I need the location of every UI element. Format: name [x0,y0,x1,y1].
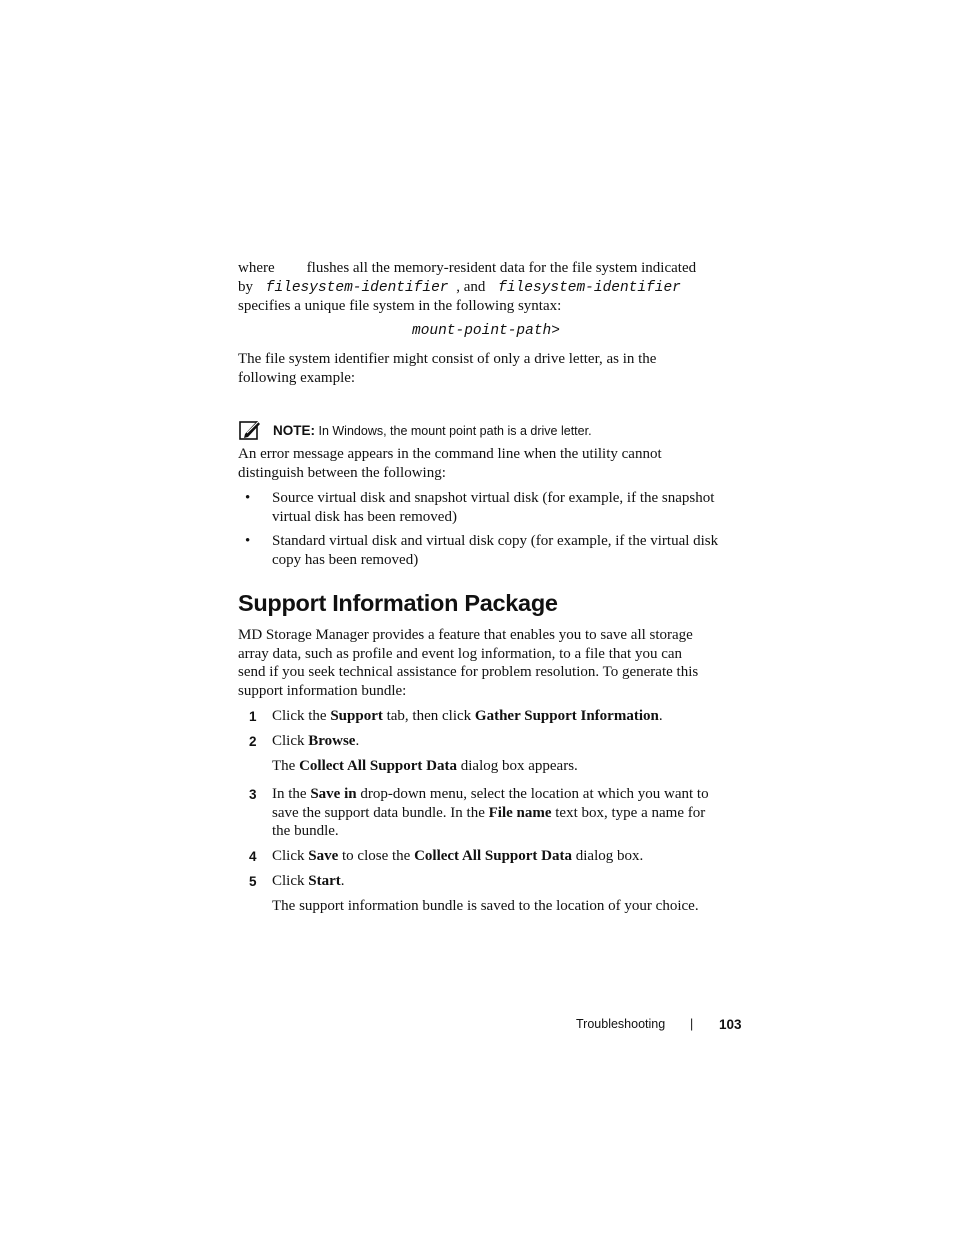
step-1-text: tab, then click [382,708,475,724]
note-pencil-icon [239,418,262,441]
section-heading: Support Information Package [238,590,558,616]
ui-term-start: Start [308,873,341,889]
step-2 [272,732,359,751]
section-paragraph-line-3: send if you seek technical assistance for problem resolution. To generate this [238,664,699,680]
step-3-line-2 [272,804,705,823]
intro-line-1 [238,259,696,278]
step-5-text: Click [272,873,309,889]
intro-where: where [238,260,275,276]
step-2-result [272,757,578,776]
intro-line-1-rest: flushes all the memory-resident data for the file system indicated [306,260,697,276]
step-3-text: In the [272,786,311,802]
bullet-2-line-1: Standard virtual disk and virtual disk copy (for example, if the virtual disk [272,533,719,549]
bullet-1-line-2: virtual disk has been removed) [272,509,457,525]
ui-term-collect-all-support-data: Collect All Support Data [414,848,572,864]
step-3-text: drop-down menu, select the location at which you want to [356,786,709,802]
page-number: 103 [719,1017,742,1032]
step-4 [272,847,643,866]
step-3-text: save the support data bundle. In the [272,805,489,821]
section-paragraph-line-2: array data, such as profile and event log information, to a file that you can [238,646,683,662]
bullet-marker: • [245,490,251,506]
step-4-text: to close the [338,848,415,864]
ui-term-collect-all-support-data: Collect All Support Data [299,758,457,774]
step-4-text: dialog box. [572,848,644,864]
code-filesystem-identifier-2: filesystem-identifier [498,280,681,296]
syntax-line: mount-point-path> [412,323,560,339]
code-filesystem-identifier-1: filesystem-identifier [265,280,449,296]
step-1-text: Click the [272,708,331,724]
step-2-number: 2 [249,734,257,749]
paragraph-2-line-2: following example: [238,370,356,386]
step-5-result: The support information bundle is saved to the location of your choice. [272,898,699,914]
step-1-number: 1 [249,709,257,724]
error-paragraph-line-2: distinguish between the following: [238,465,446,481]
intro-line-3: specifies a unique file system in the following syntax: [238,298,562,314]
step-5 [272,872,345,891]
step-5-text: . [340,873,345,889]
step-2-text: . [355,733,360,749]
ui-term-save-in: Save in [310,786,357,802]
bullet-marker: • [245,533,251,549]
note-label: NOTE: [273,423,315,438]
error-paragraph-line-1: An error message appears in the command line when the utility cannot [238,446,662,462]
note-text: In Windows, the mount point path is a drive letter. [318,424,592,438]
ui-term-gather-support-information: Gather Support Information [474,708,659,724]
section-paragraph-line-4: support information bundle: [238,683,407,699]
section-paragraph-line-1: MD Storage Manager provides a feature that enables you to save all storage [238,627,693,643]
step-1 [272,707,663,726]
step-3-line-3: the bundle. [272,823,339,839]
ui-term-support-tab: Support [330,708,383,724]
step-2-text: Click [272,733,309,749]
step-5-number: 5 [249,874,257,889]
ui-term-save: Save [308,848,339,864]
intro-and: , and [456,279,486,295]
step-3-text: text box, type a name for [551,805,706,821]
paragraph-2-line-1: The file system identifier might consist of only a drive letter, as in the [238,351,657,367]
bullet-2-line-2: copy has been removed) [272,552,419,568]
step-1-text: . [658,708,663,724]
ui-term-browse: Browse [308,733,356,749]
intro-line-2 [238,278,681,298]
footer-separator: | [690,1017,694,1031]
footer-section-name: Troubleshooting [576,1017,666,1031]
step-4-number: 4 [249,849,257,864]
intro-by: by [238,279,253,295]
ui-term-file-name: File name [488,805,552,821]
step-4-text: Click [272,848,309,864]
bullet-1-line-1: Source virtual disk and snapshot virtual disk (for example, if the snapshot [272,490,715,506]
step-3-number: 3 [249,787,257,802]
step-2-result-text: The [272,758,300,774]
step-3-line-1 [272,785,709,804]
step-2-result-text: dialog box appears. [457,758,578,774]
note [273,421,592,441]
